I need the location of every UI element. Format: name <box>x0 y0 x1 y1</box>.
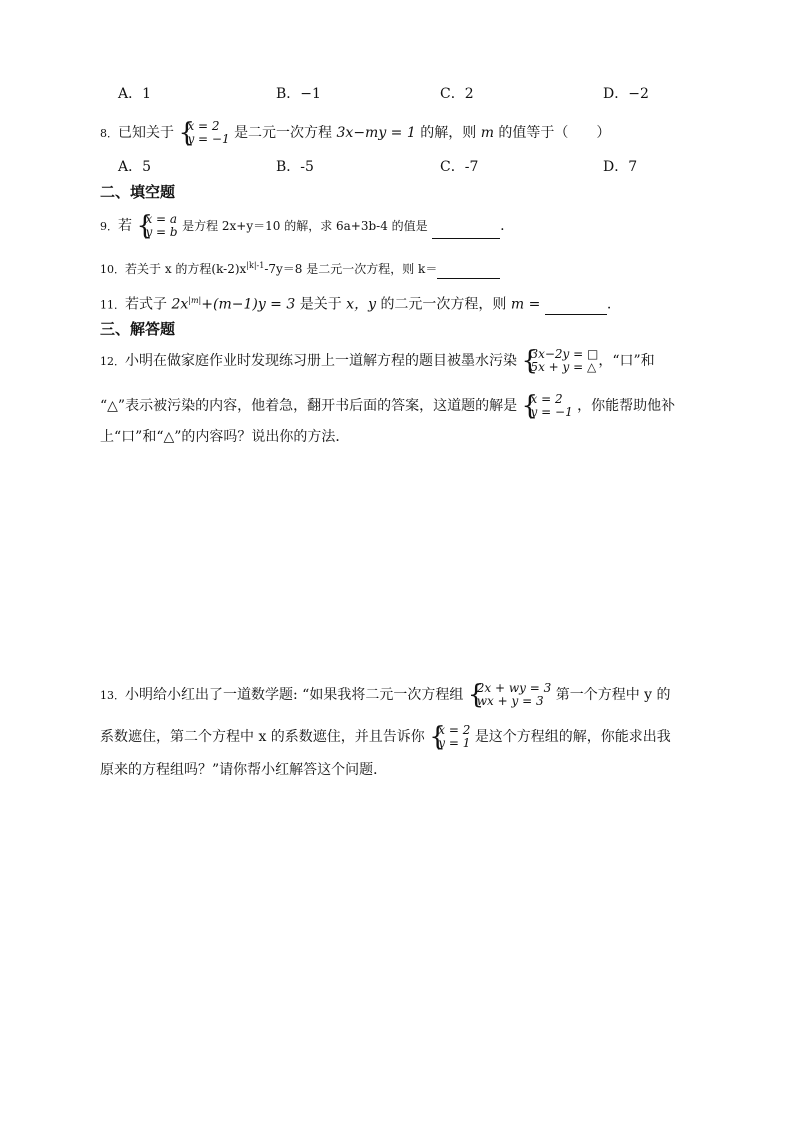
q11-m-equals: m = <box>510 296 541 313</box>
q9-answer-blank[interactable] <box>432 224 500 239</box>
brace-icon: { <box>429 722 446 752</box>
q13-line-1-end: 第一个方程中 y 的 <box>555 687 671 703</box>
q12-equation-system <box>521 348 598 374</box>
q12-system-row-2: 5x + y = △ <box>530 360 597 374</box>
q12-line-1-end: ，“口”和 <box>598 353 655 369</box>
q11-text-end: . <box>606 296 612 313</box>
q8-system-row-1: x = 2 <box>187 119 220 133</box>
question-number: 9． <box>100 220 118 233</box>
q10-exponent: |k|-1 <box>246 261 265 270</box>
q12-line-1-text: 小明在做家庭作业时发现练习册上一道解方程的题目被墨水污染 <box>125 353 517 369</box>
brace-icon: { <box>178 118 195 148</box>
q7-option-c: C．2 <box>440 86 474 102</box>
q8-option-a: A．5 <box>118 159 152 175</box>
q8-variable: m <box>480 125 494 141</box>
question-13-line-3: 原来的方程组吗？”请你帮小红解答这个问题． <box>100 762 388 778</box>
q11-exponent: |m| <box>188 296 202 305</box>
q8-text-mid: 是二元一次方程 <box>234 125 333 141</box>
brace-icon: { <box>136 211 153 241</box>
q13-system-row-1: 2x + wy = 3 <box>476 681 552 695</box>
question-number: 12． <box>100 355 125 368</box>
question-13-line-1 <box>100 682 671 708</box>
q13-solution-row-2: y = 1 <box>438 736 471 750</box>
q9-equation-system <box>136 213 177 239</box>
q7-option-a: A．1 <box>118 86 152 102</box>
q11-text-pre: 若式子 <box>125 296 167 313</box>
q13-system-row-2: wx + y = 3 <box>476 694 544 708</box>
q8-equation-system <box>178 120 229 146</box>
q8-option-b: B．-5 <box>276 159 314 175</box>
q13-line-1-text: 小明给小红出了一道数学题: “如果我将二元一次方程组 <box>125 687 464 703</box>
q12-solution-system <box>522 393 573 419</box>
q11-text-mid2: 的二元一次方程，则 <box>380 296 507 313</box>
q11-answer-blank[interactable] <box>545 300 607 315</box>
q8-text-pre: 已知关于 <box>118 125 174 141</box>
q13-line-2-end: 是这个方程组的解，你能求出我 <box>474 729 671 745</box>
q10-answer-blank[interactable] <box>437 264 500 279</box>
q12-line-2-text: “△”表示被污染的内容，他着急，翻开书后面的答案，这道题的解是 <box>100 398 518 414</box>
section-heading-answer: 三、解答题 <box>100 320 176 338</box>
q7-option-d: D．−2 <box>603 86 649 102</box>
q12-solution-row-1: x = 2 <box>530 392 563 406</box>
question-8 <box>100 120 610 146</box>
question-12-line-2 <box>100 393 675 419</box>
question-12-line-3: 上“口”和“△”的内容吗？说出你的方法． <box>100 429 350 445</box>
q12-solution-row-2: y = −1 <box>530 405 573 419</box>
q11-text-mid: 是关于 <box>299 296 342 313</box>
q9-text-mid: 是方程 2x+y＝10 的解，求 6a+3b-4 的值是 <box>182 219 428 233</box>
q10-text-1: 若关于 x 的方程(k-2)x <box>125 262 247 276</box>
question-11 <box>100 292 611 315</box>
q12-system-row-1: 3x−2y = □ <box>530 347 599 361</box>
q8-system-row-2: y = −1 <box>187 132 230 146</box>
brace-icon: { <box>521 346 538 376</box>
q8-text-post1: 的解，则 <box>420 125 477 141</box>
question-number: 13． <box>100 689 125 702</box>
q11-expression-1: 2x <box>171 296 189 313</box>
brace-icon: { <box>467 680 485 710</box>
q11-variables: x，y <box>346 296 376 313</box>
q13-line-2-text: 系数遮住，第二个方程中 x 的系数遮住，并且告诉你 <box>100 729 425 745</box>
q8-equation: 3x−my = 1 <box>336 125 416 141</box>
q7-option-b: B．−1 <box>276 86 321 102</box>
section-heading-fill-in: 二、填空题 <box>100 183 176 201</box>
q9-system-row-2: y = b <box>145 225 178 239</box>
question-number: 8． <box>100 127 118 140</box>
q11-expression-2: +(m−1)y = 3 <box>201 296 296 313</box>
question-number: 10． <box>100 263 125 276</box>
question-number: 11． <box>100 298 125 312</box>
q12-line-2-end: ，你能帮助他补 <box>577 398 676 414</box>
q8-text-post2: 的值等于（ ） <box>498 125 611 141</box>
q10-text-2: -7y＝8 是二元一次方程，则 k＝ <box>264 262 438 276</box>
q13-equation-system <box>468 682 551 708</box>
q9-text-end: . <box>500 218 505 234</box>
question-9 <box>100 213 505 239</box>
question-10 <box>100 257 500 279</box>
q8-option-c: C．-7 <box>440 159 479 175</box>
q9-system-row-1: x = a <box>145 212 178 226</box>
question-13-line-2 <box>100 724 671 750</box>
brace-icon: { <box>521 391 539 421</box>
question-12-line-1 <box>100 348 655 374</box>
q13-solution-system <box>429 724 470 750</box>
q13-solution-row-1: x = 2 <box>438 723 471 737</box>
q9-text-pre: 若 <box>118 218 132 234</box>
q8-option-d: D．7 <box>603 159 638 175</box>
